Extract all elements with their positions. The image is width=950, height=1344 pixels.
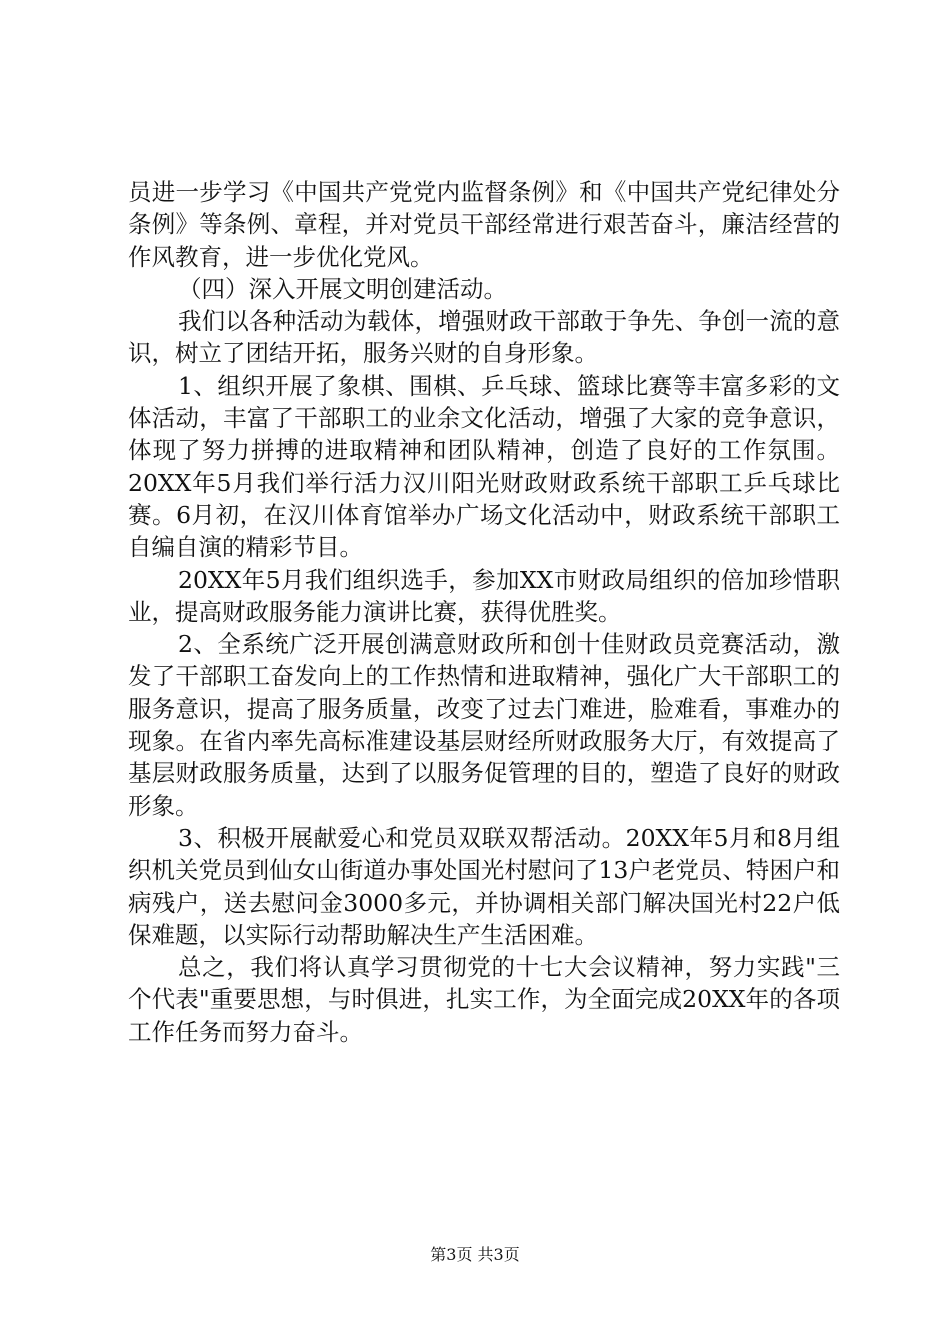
paragraph-conclusion: 总之，我们将认真学习贯彻党的十七大会议精神，努力实践"三个代表"重要思想，与时俱进，扎实工作，为全面完成20XX年的各项工作任务而努力奋斗。 [128, 953, 840, 1046]
section-heading-civilization: （四）深入开展文明创建活动。 [178, 274, 507, 303]
page-number-footer: 第3页 共3页 [430, 1245, 520, 1264]
paragraph-speech-contest: 20XX年5月我们组织选手，参加XX市财政局组织的倍加珍惜职业，提高财政服务能力演讲比赛，获得优胜奖。 [128, 565, 840, 626]
paragraph-item-1-sports: 1、组织开展了象棋、围棋、乒乓球、篮球比赛等丰富多彩的文体活动，丰富了干部职工的业余文化活动，增强了大家的竞争意识，体现了努力拼搏的进取精神和团队精神，创造了良好的工作氛围。20XX年5月我们举行活力汉川阳光财政财政系统干部职工乒乓球比赛。6月初，在汉川体育馆举办广场文化活动中，财政系统干部职工自编自演的精彩节目。 [128, 371, 840, 562]
paragraph-item-2-service: 2、全系统广泛开展创满意财政所和创十佳财政员竞赛活动，激发了干部职工奋发向上的工作热情和进取精神，强化广大干部职工的服务意识，提高了服务质量，改变了过去门难进，脸难看，事难办的现象。在省内率先高标准建设基层财经所财政服务大厅，有效提高了基层财政服务质量，达到了以服务促管理的目的，塑造了良好的财政形象。 [128, 630, 840, 820]
paragraph-activities-intro: 我们以各种活动为载体，增强财政干部敢于争先、争创一流的意识，树立了团结开拓，服务兴财的自身形象。 [128, 307, 840, 368]
paragraph-continued-party-study: 员进一步学习《中国共产党党内监督条例》和《中国共产党纪律处分条例》等条例、章程，并对党员干部经常进行艰苦奋斗，廉洁经营的作风教育，进一步优化党风。 [128, 178, 840, 271]
document-body [128, 176, 840, 1048]
paragraph-item-3-charity: 3、积极开展献爱心和党员双联双帮活动。20XX年5月和8月组织机关党员到仙女山街道办事处国光村慰问了13户老党员、特困户和病残户，送去慰问金3000多元，并协调相关部门解决国光村22户低保难题，以实际行动帮助解决生产生活困难。 [128, 823, 840, 949]
